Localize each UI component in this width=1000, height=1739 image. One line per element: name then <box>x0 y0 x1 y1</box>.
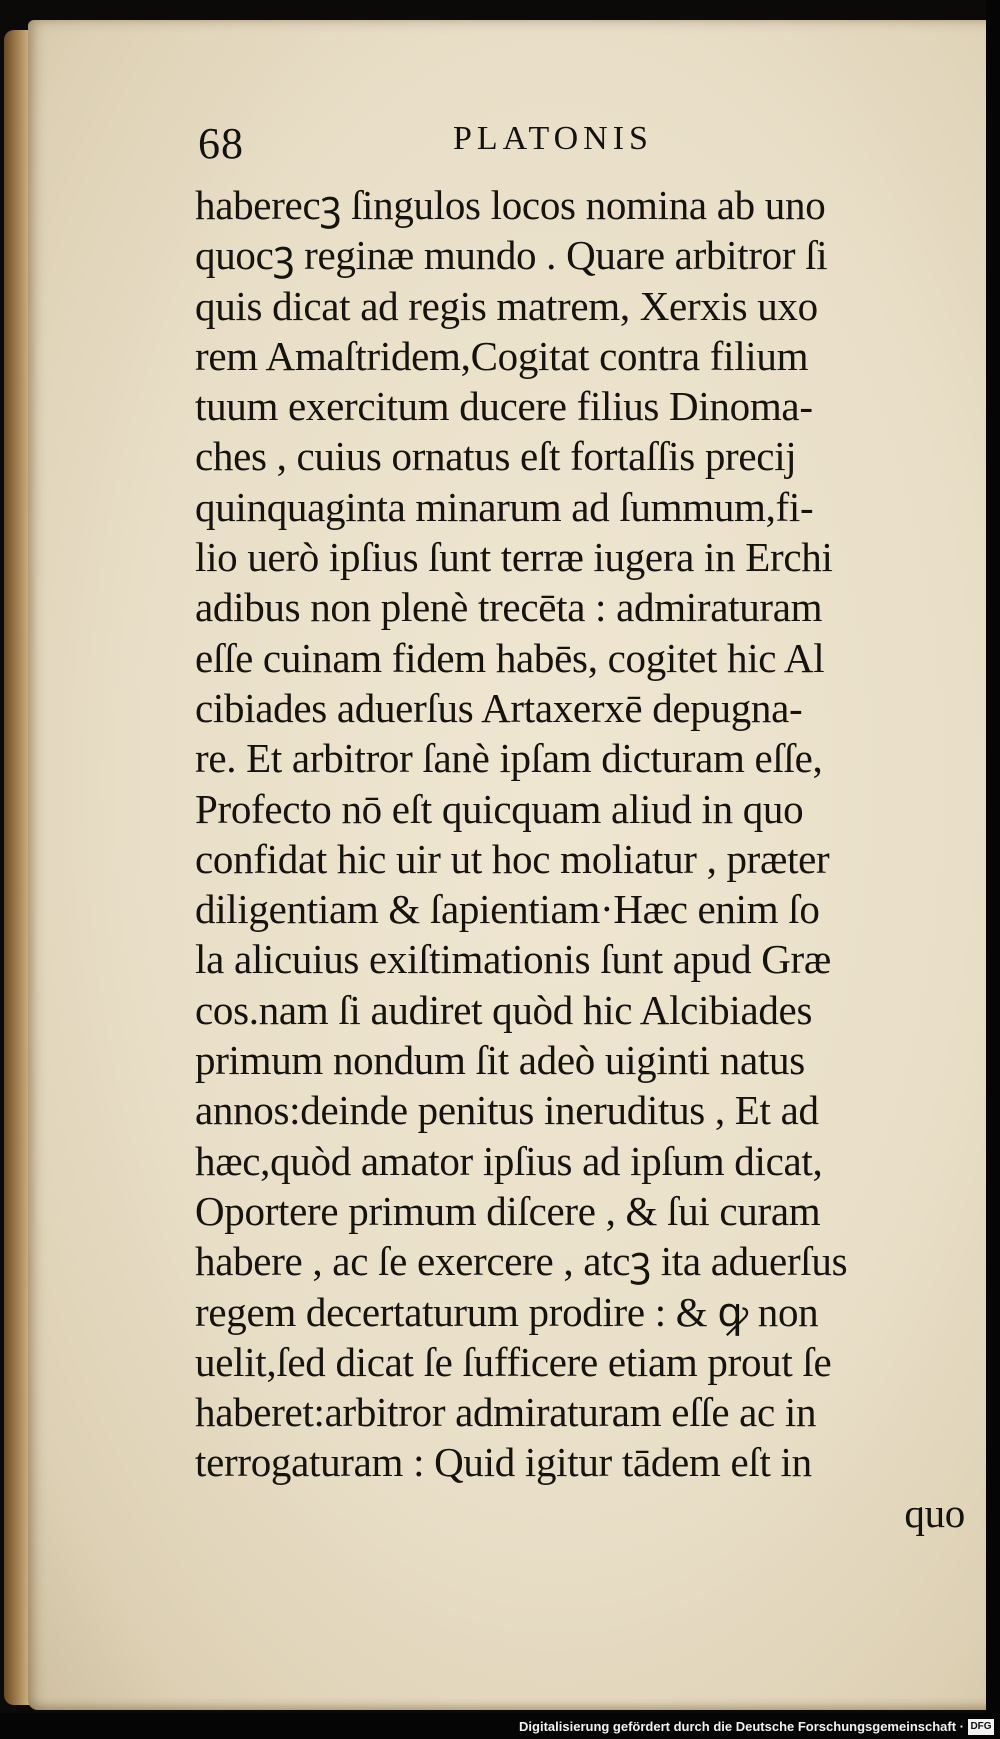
footer-strip <box>0 1713 1000 1739</box>
text-line: Oportere primum diſcere , & ſui curam <box>195 1187 821 1234</box>
text-line: Profecto nō eſt quicquam aliud in quo <box>195 785 804 832</box>
scan-background <box>986 0 1000 1739</box>
body-text <box>195 180 965 1538</box>
text-line: primum nondum ſit adeò uiginti natus <box>195 1037 805 1084</box>
catchword: quo <box>904 1489 965 1536</box>
text-line: cos.nam ſi audiret quòd hic Alcibiades <box>195 986 813 1033</box>
running-head: PLATONIS <box>453 120 653 157</box>
text-line: haberecꝫ ſingulos locos nomina ab uno <box>195 182 826 228</box>
text-line: adibus non plenè trecēta : admiraturam <box>195 584 823 631</box>
text-line: terrogaturam : Quid igitur tādem eſt in <box>195 1439 812 1486</box>
page-header <box>198 118 758 178</box>
text-line: eſſe cuinam fidem habēs, cogitet hic Al <box>195 634 825 681</box>
text-line: la alicuius exiſtimationis ſunt apud Græ <box>195 936 831 983</box>
text-line: diligentiam & ſapientiam·Hæc enim ſo <box>195 886 820 933</box>
text-line: tuum exercitum ducere filius Dinoma- <box>195 383 813 430</box>
dfg-logo-icon: DFG <box>968 1719 994 1735</box>
text-line: re. Et arbitror ſanè ipſam dicturam eſſe, <box>195 735 823 782</box>
text-line: habere , ac ſe exercere , atcꝫ ita aduerſus <box>195 1238 848 1285</box>
text-line: quocꝫ reginæ mundo . Quare arbitror ſi <box>195 232 828 279</box>
text-line: ches , cuius ornatus eſt fortaſſis precij <box>195 433 797 480</box>
text-line: rem Amaſtridem,Cogitat contra filium <box>195 332 809 379</box>
text-line: uelit,ſed dicat ſe ſufficere etiam prout ſe <box>195 1338 832 1385</box>
text-line: lio uerò ipſius ſunt terræ iugera in Erchi <box>195 534 833 581</box>
text-line: quinquaginta minarum ad ſummum,fi- <box>195 483 814 530</box>
text-line: cibiades aduerſus Artaxerxē depugna- <box>195 684 803 731</box>
text-line: hæc,quòd amator ipſius ad ipſum dicat, <box>195 1137 823 1184</box>
text-line: regem decertaturum prodire : & ꝙ non <box>195 1288 819 1335</box>
text-line: quis dicat ad regis matrem, Xerxis uxo <box>195 282 818 329</box>
footer-credit: Digitalisierung gefördert durch die Deutsche Forschungsgemeinschaft · <box>519 1719 964 1734</box>
text-line: confidat hic uir ut hoc moliatur , præter <box>195 835 830 882</box>
text-line: haberet:arbitror admiraturam eſſe ac in <box>195 1389 817 1436</box>
text-line: annos:deinde penitus ineruditus , Et ad <box>195 1087 819 1134</box>
page-number: 68 <box>198 119 244 168</box>
